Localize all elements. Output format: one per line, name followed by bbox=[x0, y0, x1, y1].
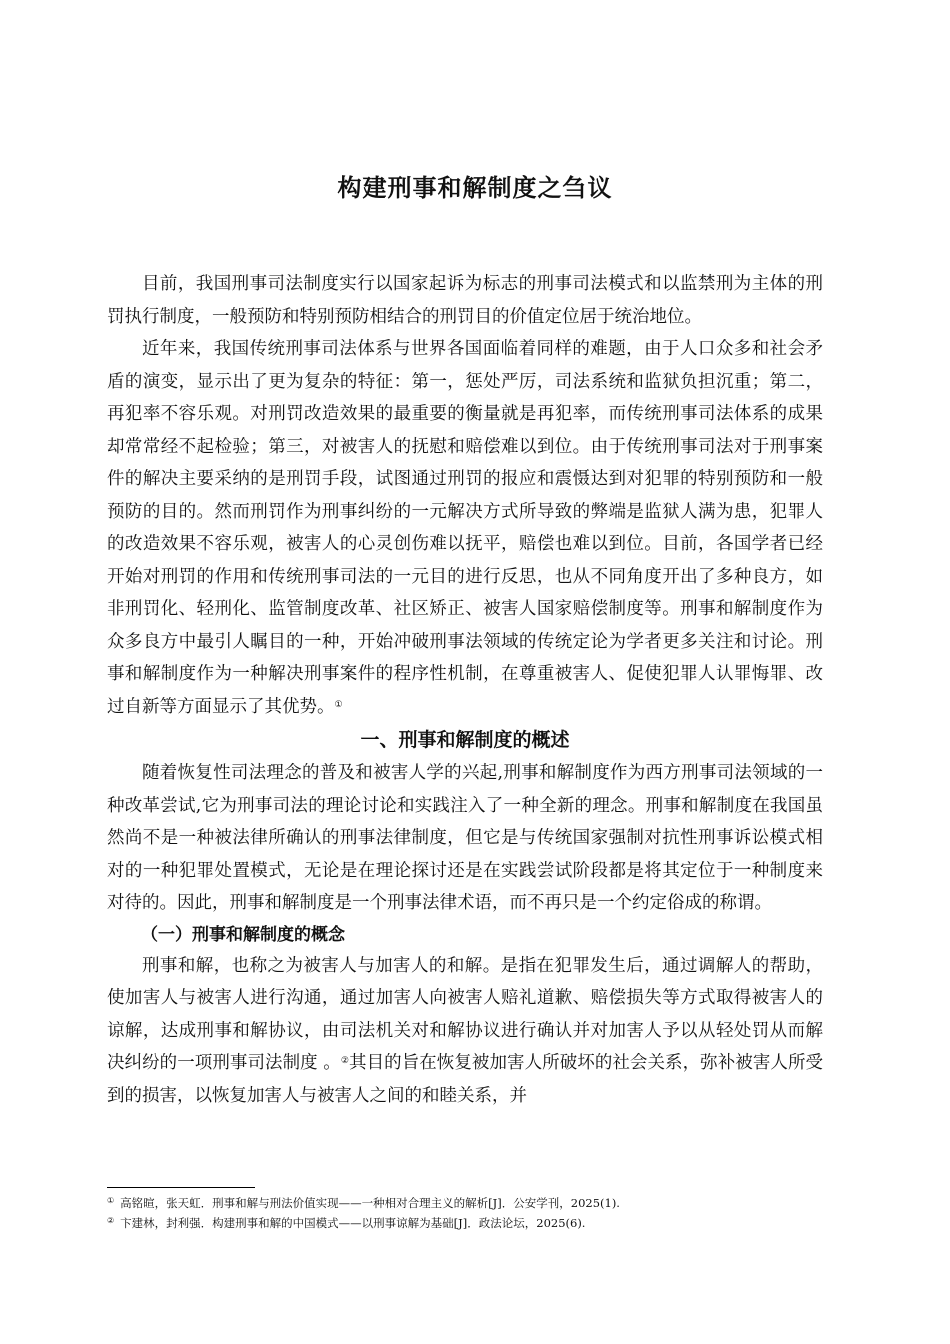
concept-text-part1: 刑事和解，也称之为被害人与加害人的和解。是指在犯罪发生后，通过调解人的帮助，使加害人与被害人进行沟通，通过加害人向被害人赔礼道歉、赔偿损失等方式取得被害人的谅解，达成刑事和解协议，由司法机关对和解协议进行确认并对加害人予以从轻处罚从而解决纠纷的一项刑事司法制度 。 bbox=[107, 955, 823, 1073]
footnote-mark-2: ② bbox=[107, 1216, 115, 1225]
footnotes bbox=[107, 1192, 823, 1232]
subsection-heading-1: （一）刑事和解制度的概念 bbox=[141, 924, 345, 945]
section1-paragraph: 随着恢复性司法理念的普及和被害人学的兴起,刑事和解制度作为西方刑事司法领域的一种改革尝试,它为刑事司法的理论讨论和实践注入了一种全新的理念。刑事和解制度在我国虽然尚不是一种被法律所确认的刑事法律制度，但它是与传统国家强制对抗性刑事诉讼模式相对的一种犯罪处置模式，无论是在理论探讨还是在实践尝试阶段都是将其定位于一种制度来对待的。因此，刑事和解制度是一个刑事法律术语，而不再只是一个约定俗成的称谓。 bbox=[107, 763, 823, 913]
main-text bbox=[107, 268, 823, 1112]
footnote-ref-1[interactable]: ① bbox=[334, 699, 343, 710]
intro-paragraph-2 bbox=[107, 333, 823, 723]
footnote-1 bbox=[107, 1192, 823, 1212]
footnote-mark-1: ① bbox=[107, 1196, 115, 1205]
section-heading-1: 一、刑事和解制度的概述 bbox=[360, 729, 570, 751]
footnote-2 bbox=[107, 1212, 823, 1232]
page-title: 构建刑事和解制度之刍议 bbox=[337, 174, 613, 202]
footnote-divider bbox=[107, 1187, 255, 1188]
concept-text-part2: 其目的旨在恢复被加害人所破坏的社会关系，弥补被害人所受到的损害，以恢复加害人与被害人之间的和睦关系，并 bbox=[107, 1053, 824, 1106]
footnote-ref-2[interactable]: ② bbox=[340, 1056, 350, 1066]
footnote-text-1: 高铭暄，张天虹．刑事和解与刑法价值实现——一种相对合理主义的解析[J]．公安学刊，2025(1). bbox=[120, 1196, 620, 1210]
intro-paragraph-1: 目前，我国刑事司法制度实行以国家起诉为标志的刑事司法模式和以监禁刑为主体的刑罚执行制度，一般预防和特别预防相结合的刑罚目的价值定位居于统治地位。 bbox=[107, 274, 823, 327]
footnote-text-2: 卞建林，封利强．构建刑事和解的中国模式——以刑事谅解为基础[J]．政法论坛，2025(6). bbox=[120, 1216, 586, 1230]
intro-paragraph-2-text: 近年来，我国传统刑事司法体系与世界各国面临着同样的难题，由于人口众多和社会矛盾的演变，显示出了更为复杂的特征：第一，惩处严厉，司法系统和监狱负担沉重；第二，再犯率不容乐观。对刑罚改造效果的最重要的衡量就是再犯率，而传统刑事司法体系的成果却常常经不起检验；第三，对被害人的抚慰和赔偿难以到位。由于传统刑事司法对于刑事案件的解决主要采纳的是刑罚手段，试图通过刑罚的报应和震慑达到对犯罪的特别预防和一般预防的目的。然而刑罚作为刑事纠纷的一元解决方式所导致的弊端是监狱人满为患，犯罪人的改造效果不容乐观，被害人的心灵创伤难以抚平，赔偿也难以到位。目前，各国学者已经开始对刑罚的作用和传统刑事司法的一元目的进行反思，也从不同角度开出了多种良方，如非刑罚化、轻刑化、监管制度改革、社区矫正、被害人国家赔偿制度等。刑事和解制度作为众多良方中最引人瞩目的一种，开始冲破刑事法领域的传统定论为学者更多关注和讨论。刑事和解制度作为一种解决刑事案件的程序性机制，在尊重被害人、促使犯罪人认罪悔罪、改过自新等方面显示了其优势。 bbox=[107, 339, 823, 717]
concept-paragraph bbox=[107, 950, 823, 1113]
